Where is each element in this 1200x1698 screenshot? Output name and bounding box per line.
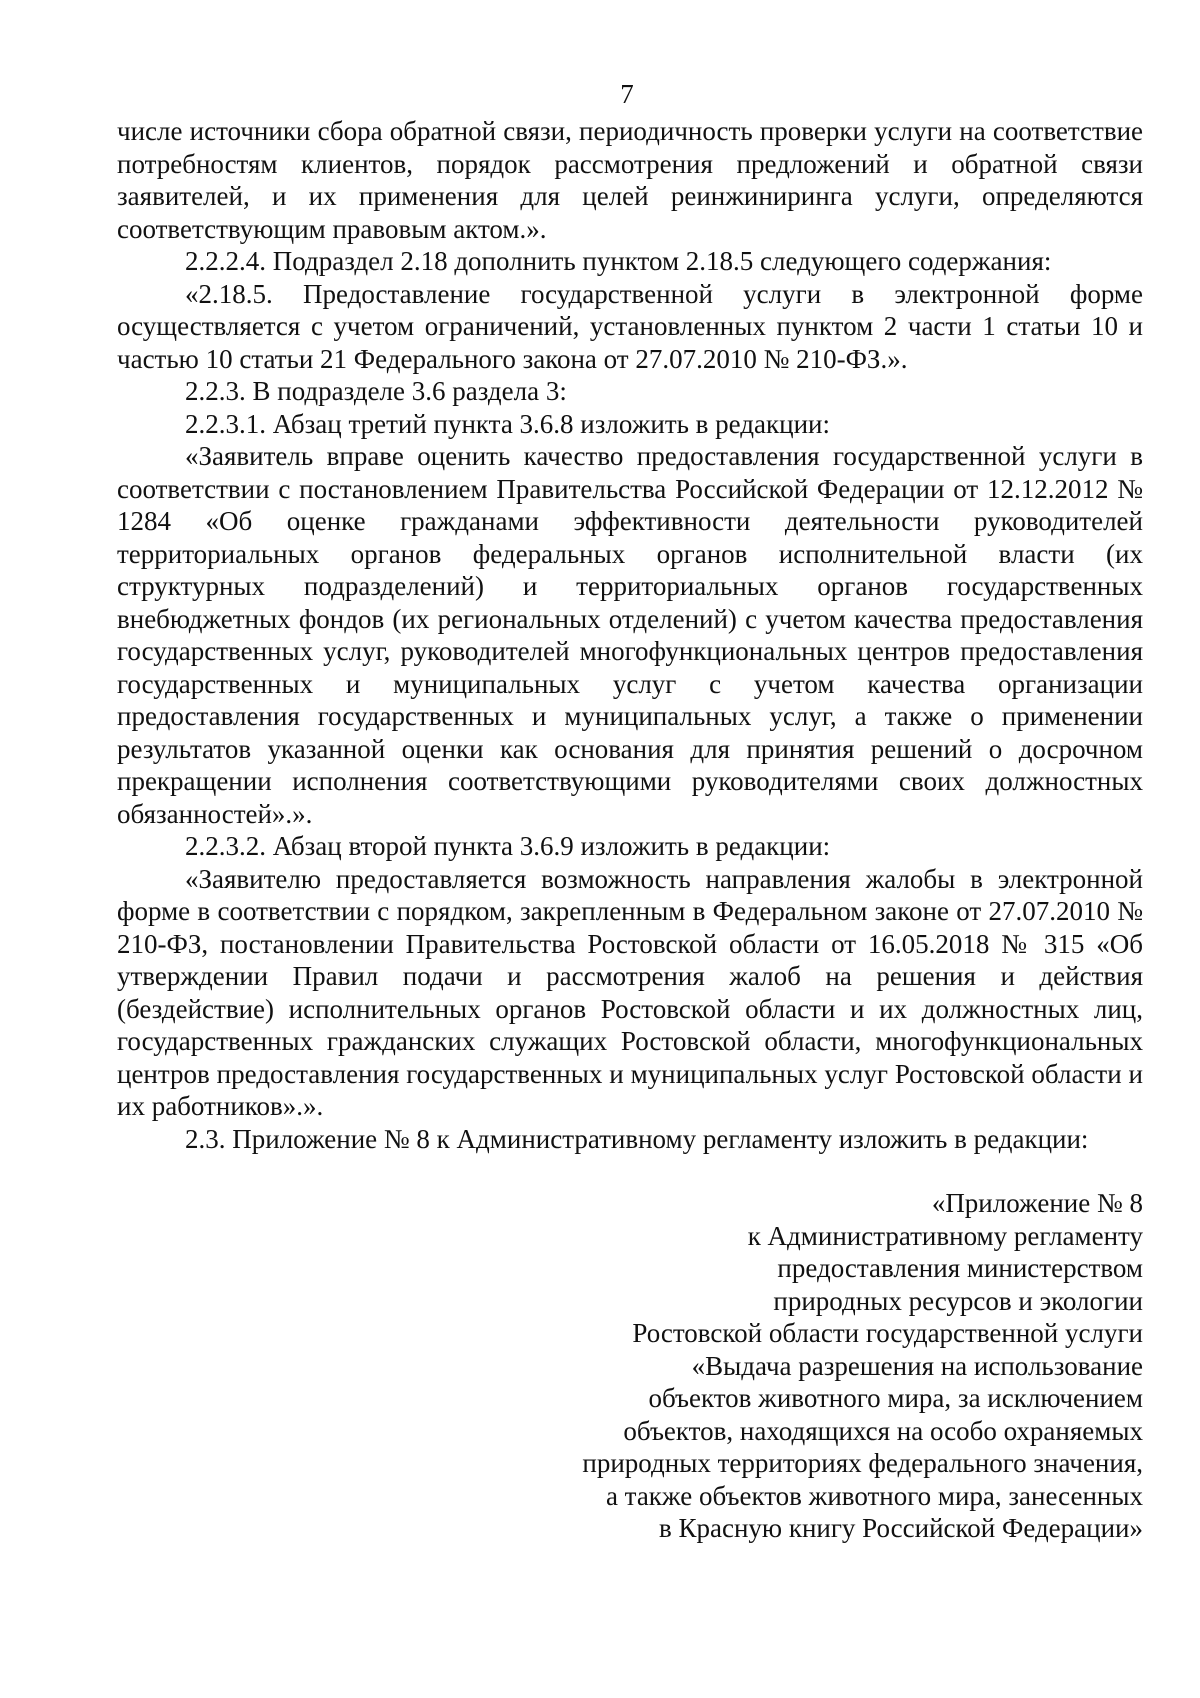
appendix-heading-line: в Красную книгу Российской Федерации»	[658, 1513, 1143, 1543]
appendix-heading-line: а также объектов животного мира, занесенных	[605, 1480, 1143, 1511]
paragraph: «Заявитель вправе оценить качество предоставления государственной услуги в соответствии с постановлением Правительства Российской Федерации от 12.12.2012 № 1284 «Об оценке гражданами эффективности деятельности руководителей территориальных органов федеральных органов исполнительной власти (их структурных подразделений) и территориальных органов государственных внебюджетных фондов (их региональных отделений) с учетом качества предоставления государственных услуг, руководителей многофункциональных центров предоставления государственных и муниципальных услуг с учетом качества организации предоставления государственных и муниципальных услуг, а также о применении результатов указанной оценки как основания для принятия решений о досрочном прекращении исполнения соответствующими руководителями своих должностных обязанностей».».	[117, 441, 1143, 829]
paragraph: 2.2.3.1. Абзац третий пункта 3.6.8 изложить в редакции:	[185, 408, 830, 439]
page-number: 7	[620, 79, 634, 109]
appendix-heading	[117, 1187, 1143, 1545]
document-body	[117, 115, 1143, 1155]
appendix-heading-line: предоставления министерством	[777, 1253, 1143, 1283]
appendix-heading-line: «Выдача разрешения на использование	[691, 1350, 1143, 1381]
appendix-heading-line: природных территориях федерального значения,	[582, 1448, 1143, 1478]
paragraph: 2.2.3. В подразделе 3.6 раздела 3:	[185, 376, 567, 406]
appendix-heading-line: «Приложение № 8	[931, 1188, 1143, 1218]
paragraph: 2.2.2.4. Подраздел 2.18 дополнить пунктом 2.18.5 следующего содержания:	[185, 246, 1052, 276]
paragraph: «Заявителю предоставляется возможность направления жалобы в электронной форме в соответствии с порядком, закрепленным в Федеральном законе от 27.07.2010 № 210-ФЗ, постановлении Правительства Ростовской области от 16.05.2018 № 315 «Об утверждении Правил подачи и рассмотрения жалоб на решения и действия (бездействие) исполнительных органов Ростовской области и их должностных лиц, государственных гражданских служащих Ростовской области, многофункциональных центров предоставления государственных и муниципальных услуг Ростовской области и их работников».».	[117, 863, 1143, 1121]
appendix-heading-line: объектов животного мира, за исключением	[648, 1383, 1143, 1413]
paragraph: «2.18.5. Предоставление государственной услуги в электронной форме осуществляется с учетом ограничений, установленных пунктом 2 части 1 статьи 10 и частью 10 статьи 21 Федерального закона от 27.07.2010 № 210-ФЗ.».	[117, 278, 1143, 374]
appendix-heading-line: к Административному регламенту	[747, 1220, 1143, 1251]
appendix-heading-line: объектов, находящихся на особо охраняемых	[623, 1415, 1143, 1446]
appendix-heading-line: Ростовской области государственной услуги	[632, 1318, 1143, 1348]
paragraph: числе источники сбора обратной связи, периодичность проверки услуги на соответствие потребностям клиентов, порядок рассмотрения предложений и обратной связи заявителей, и их применения для целей реинжиниринга услуги, определяются соответствующим правовым актом.».	[117, 116, 1143, 244]
paragraph: 2.3. Приложение № 8 к Административному регламенту изложить в редакции:	[185, 1123, 1089, 1154]
appendix-heading-line: природных ресурсов и экологии	[773, 1285, 1143, 1316]
paragraph: 2.2.3.2. Абзац второй пункта 3.6.9 изложить в редакции:	[185, 831, 831, 861]
